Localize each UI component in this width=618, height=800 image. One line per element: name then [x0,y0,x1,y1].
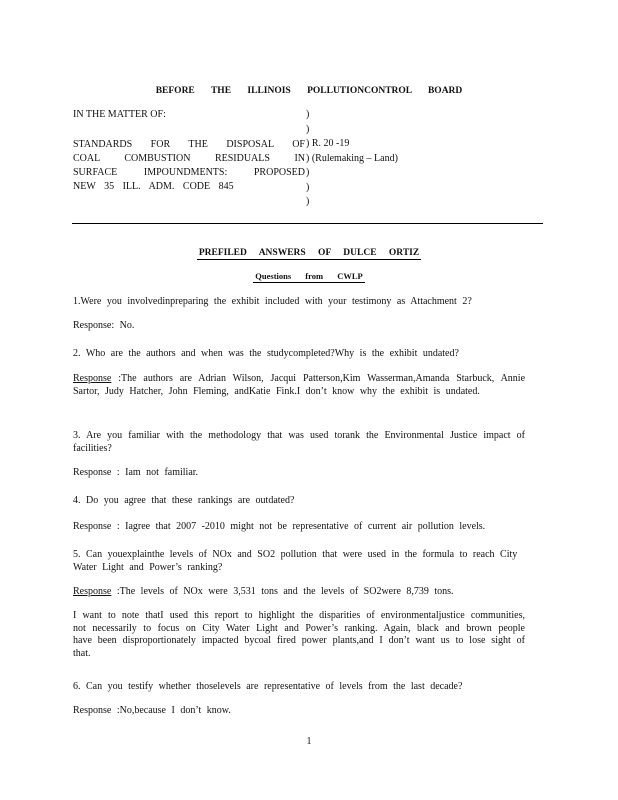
question-6: 6. Can you testify whether thoselevels are representative of levels from the last decade? [73,681,463,692]
question-4: 4. Do you agree that these rankings are outdated? [73,495,295,506]
question-3: 3. Are you familiar with the methodology that was used torank the Environmental Justice impact of facilities? [73,430,525,454]
document-subtitle: Questions from CWLP [255,271,363,281]
docket-paren: ) [306,109,310,120]
question-1: 1.Were you involvedinpreparing the exhibit included with your testimony as Attachment 2? [73,296,472,307]
docket-paren: ) [306,196,310,207]
docket-type: ) (Rulemaking – Land) [306,152,398,164]
caption-matter: IN THE MATTER OF: [73,109,166,120]
question-5: 5. Can youexplainthe levels of NOx and SO2 pollution that were used in the formula to reach City Water Light and Power’s ranking? [73,549,518,573]
caption-block [73,138,305,194]
response-5-continued: I want to note thatI used this report to highlight the disparities of environmentaljustice communities, not necessarily to focus on City Water Light and Power’s ranking. Again, black and brown people have been disproportionately impacted bycoal fired power plants,and I don’t want us to lose sight of that. [73,610,525,659]
caption-line: STANDARDS FOR THE DISPOSAL OF [73,139,305,150]
docket-paren: ) [306,181,310,193]
caption-divider [72,223,543,224]
document-title: PREFILED ANSWERS OF DULCE ORTIZ [198,248,420,258]
caption-line: SURFACE IMPOUNDMENTS: PROPOSED [73,167,305,178]
response-6: Response :No,because I don’t know. [73,705,231,716]
caption-line: COAL COMBUSTION RESIDUALS IN [73,153,305,164]
response-3: Response : Iam not familiar. [73,467,199,478]
response-1: Response: No. [73,320,135,331]
docket-column [306,108,398,210]
response-2: Response :The authors are Adrian Wilson, Jacqui Patterson,Kim Wasserman,Amanda Starbuck, Annie Sartor, Judy Hatcher, John Fleming, andKatie Fink.I don’t know why the exhibit is undated. [73,373,526,397]
docket-number: ) R. 20 -19 [306,138,350,149]
board-header: BEFORE THE ILLINOIS POLLUTIONCONTROL BOARD [155,86,463,96]
docket-paren: ) [306,167,310,178]
question-2: 2. Who are the authors and when was the studycompleted?Why is the exhibit undated? [73,348,459,359]
caption-line: NEW 35 ILL. ADM. CODE 845 [73,181,234,192]
response-5: Response :The levels of NOx were 3,531 tons and the levels of SO2were 8,739 tons. [73,586,454,597]
docket-paren: ) [306,123,310,135]
response-4: Response : Iagree that 2007 -2010 might not be representative of current air pollution levels. [73,521,486,532]
page-number: 1 [306,736,312,747]
